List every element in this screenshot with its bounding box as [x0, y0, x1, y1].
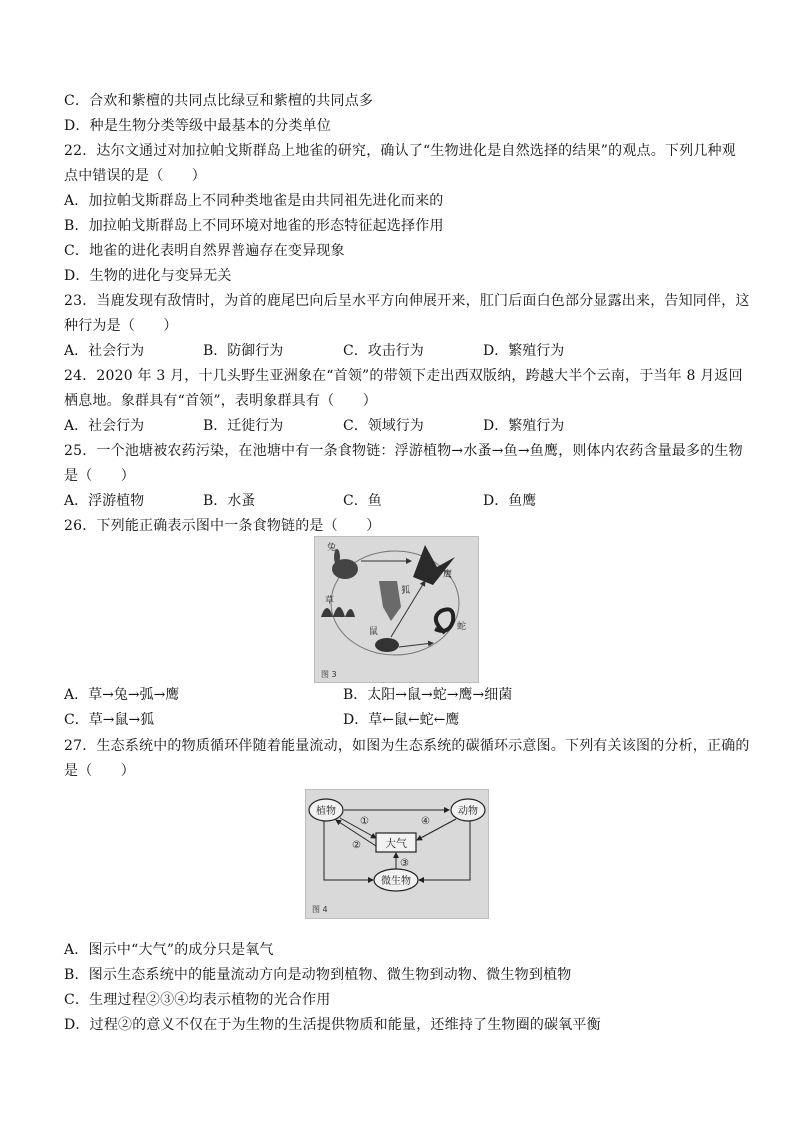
q23-stem-line1: 23．当鹿发现有敌情时，为首的鹿尾巴向后呈水平方向伸展开来，肛门后面白色部分显露出来，告知同伴，这 [64, 293, 750, 309]
q21-option-d: D．种是生物分类等级中最基本的分类单位 [64, 118, 332, 134]
label-grass: 草 [325, 596, 335, 606]
q25-option-c: C．鱼 [343, 493, 382, 509]
q24-option-a: A．社会行为 [64, 418, 145, 434]
q27-option-c: C．生理过程②③④均表示植物的光合作用 [64, 992, 331, 1008]
q23-option-b: B．防御行为 [203, 343, 284, 359]
q26-option-a: A．草→兔→弧→鹰 [64, 687, 180, 703]
label-plant: 植物 [316, 806, 336, 817]
q26-option-d: D．草←鼠←蛇←鹰 [343, 712, 460, 728]
q23-option-c: C．攻击行为 [343, 343, 424, 359]
label-step-3: ③ [400, 858, 409, 869]
q24-option-c: C．领域行为 [343, 418, 424, 434]
q25-option-a: A．浮游植物 [64, 493, 145, 509]
q27-stem-line2: 是（ ） [64, 763, 135, 779]
q25-option-b: B．水蚤 [203, 493, 256, 509]
q26-option-b: B．太阳→鼠→蛇→鹰→细菌 [343, 687, 513, 703]
q22-stem-line1: 22．达尔文通过对加拉帕戈斯群岛上地雀的研究，确认了“生物进化是自然选择的结果”的观点。下列几种观 [64, 143, 736, 159]
figure-3-food-web [314, 536, 479, 683]
q27-option-d: D．过程②的意义不仅在于为生物的生活提供物质和能量，还维持了生物圈的碳氧平衡 [64, 1017, 601, 1033]
q25-stem-line2: 是（ ） [64, 468, 135, 484]
q22-option-c: C．地雀的进化表明自然界普遍存在变异现象 [64, 243, 345, 259]
snake-image [435, 609, 453, 633]
fox-image [379, 581, 401, 621]
grass-image [321, 607, 355, 617]
figure-4-carbon-cycle [305, 789, 489, 919]
label-fox: 狐 [401, 586, 411, 596]
q24-stem-line2: 栖息地。象群具有“首领”，表明象群具有（ ） [64, 393, 377, 409]
label-eagle: 鹰 [443, 570, 453, 580]
q22-stem-line2: 点中错误的是（ ） [64, 168, 206, 184]
q25-option-d: D．鱼鹰 [483, 493, 537, 509]
label-step-4: ④ [421, 816, 430, 827]
label-microbe: 微生物 [381, 876, 411, 887]
q23-option-a: A．社会行为 [64, 343, 145, 359]
q22-option-d: D．生物的进化与变异无关 [64, 268, 232, 284]
label-step-1: ① [360, 816, 369, 827]
label-rabbit: 兔 [327, 543, 337, 553]
q22-option-b: B．加拉帕戈斯群岛上不同环境对地雀的形态特征起选择作用 [64, 218, 444, 234]
label-step-2: ② [352, 840, 361, 851]
q22-option-a: A．加拉帕戈斯群岛上不同种类地雀是由共同祖先进化而来的 [64, 193, 444, 209]
q26-option-c: C．草→鼠→狐 [64, 712, 155, 728]
label-animal: 动物 [458, 806, 478, 817]
label-snake: 蛇 [457, 622, 467, 632]
q21-option-c: C．合欢和紫檀的共同点比绿豆和紫檀的共同点多 [64, 93, 374, 109]
q24-option-b: B．迁徙行为 [203, 418, 284, 434]
q23-stem-line2: 种行为是（ ） [64, 318, 178, 334]
q26-stem: 26．下列能正确表示图中一条食物链的是（ ） [64, 518, 381, 534]
figure-3-caption: 图 3 [321, 670, 337, 679]
q24-option-d: D．繁殖行为 [483, 418, 565, 434]
mouse-image [375, 638, 399, 652]
label-mouse: 鼠 [369, 627, 379, 637]
q27-stem-line1: 27．生态系统中的物质循环伴随着能量流动，如图为生态系统的碳循环示意图。下列有关该图的分析，正确的 [64, 738, 750, 754]
label-air: 大气 [385, 837, 407, 850]
figure-4-caption: 图 4 [312, 905, 328, 914]
q25-stem-line1: 25．一个池塘被农药污染，在池塘中有一条食物链：浮游植物→水蚤→鱼→鱼鹰，则体内农药含量最多的生物 [64, 443, 743, 459]
q24-stem-line1: 24．2020 年 3 月，十几头野生亚洲象在“首领”的带领下走出西双版纳，跨越大半个云南，于当年 8 月返回 [64, 368, 743, 384]
q27-option-b: B．图示生态系统中的能量流动方向是动物到植物、微生物到动物、微生物到植物 [64, 967, 572, 983]
q23-option-d: D．繁殖行为 [483, 343, 565, 359]
q27-option-a: A．图示中“大气”的成分只是氧气 [64, 942, 274, 958]
